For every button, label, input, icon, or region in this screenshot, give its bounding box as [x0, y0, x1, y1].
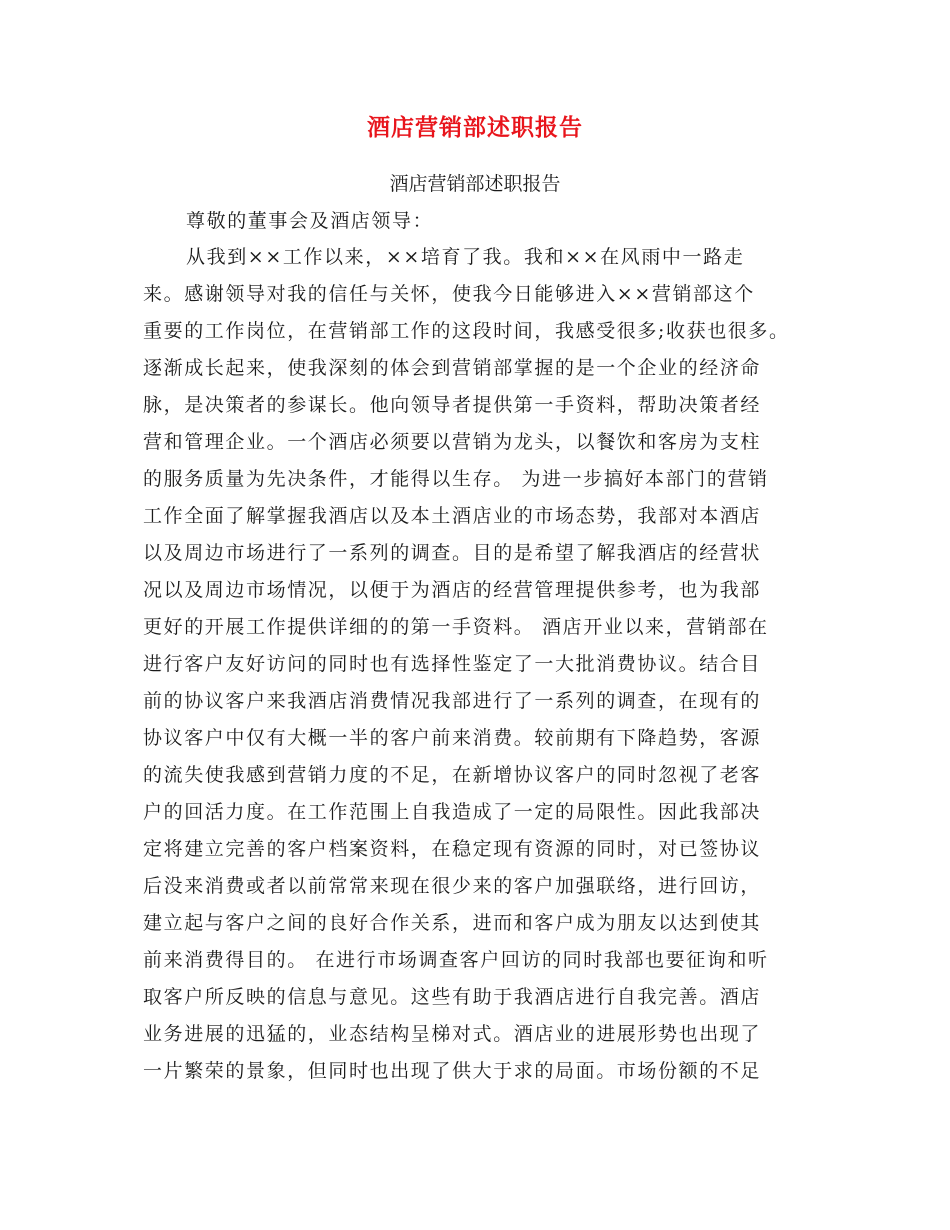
body-line: 前的协议客户来我酒店消费情况我部进行了一系列的调查，在现有的 — [143, 690, 762, 712]
body-line: 进行客户友好访问的同时也有选择性鉴定了一大批消费协议。结合目 — [143, 653, 762, 675]
body-line: 以及周边市场进行了一系列的调查。目的是希望了解我酒店的经营状 — [143, 542, 762, 564]
body-line: 营和管理企业。一个酒店必须要以营销为龙头，以餐饮和客房为支柱 — [143, 431, 762, 453]
document-title: 酒店营销部述职报告 — [367, 114, 583, 141]
body-line: 逐渐成长起来，使我深刻的体会到营销部掌握的是一个企业的经济命 — [143, 357, 762, 379]
body-line: 户的回活力度。在工作范围上自我造成了一定的局限性。因此我部决 — [143, 801, 762, 823]
body-line: 建立起与客户之间的良好合作关系，进而和客户成为朋友以达到使其 — [143, 912, 762, 934]
body-line: 一片繁荣的景象，但同时也出现了供大于求的局面。市场份额的不足 — [143, 1060, 762, 1082]
body-line: 从我到××工作以来，××培育了我。我和××在风雨中一路走 — [186, 246, 745, 268]
body-line: 来。感谢领导对我的信任与关怀，使我今日能够进入××营销部这个 — [143, 283, 755, 305]
body-line: 的服务质量为先决条件，才能得以生存。 为进一步搞好本部门的营销 — [143, 468, 769, 490]
body-line: 况以及周边市场情况，以便于为酒店的经营管理提供参考，也为我部 — [143, 579, 762, 601]
body-line: 定将建立完善的客户档案资料，在稳定现有资源的同时，对已签协议 — [143, 838, 762, 860]
document-subtitle: 酒店营销部述职报告 — [389, 173, 561, 195]
body-line: 前来消费得目的。 在进行市场调查客户回访的同时我部也要征询和听 — [143, 949, 769, 971]
body-line: 脉，是决策者的参谋长。他向领导者提供第一手资料，帮助决策者经 — [143, 394, 762, 416]
body-line: 重要的工作岗位，在营销部工作的这段时间，我感受很多;收获也很多。 — [143, 320, 790, 342]
body-line: 的流失使我感到营销力度的不足，在新增协议客户的同时忽视了老客 — [143, 764, 762, 786]
body-line: 工作全面了解掌握我酒店以及本土酒店业的市场态势，我部对本酒店 — [143, 505, 762, 527]
salutation: 尊敬的董事会及酒店领导： — [186, 210, 434, 232]
body-line: 后没来消费或者以前常常来现在很少来的客户加强联络，进行回访， — [143, 875, 762, 897]
body-line: 协议客户中仅有大概一半的客户前来消费。较前期有下降趋势，客源 — [143, 727, 762, 749]
body-line: 取客户所反映的信息与意见。这些有助于我酒店进行自我完善。酒店 — [143, 986, 762, 1008]
body-line: 业务进展的迅猛的，业态结构呈梯对式。酒店业的进展形势也出现了 — [143, 1023, 762, 1045]
body-line: 更好的开展工作提供详细的的第一手资料。 酒店开业以来，营销部在 — [143, 616, 769, 638]
